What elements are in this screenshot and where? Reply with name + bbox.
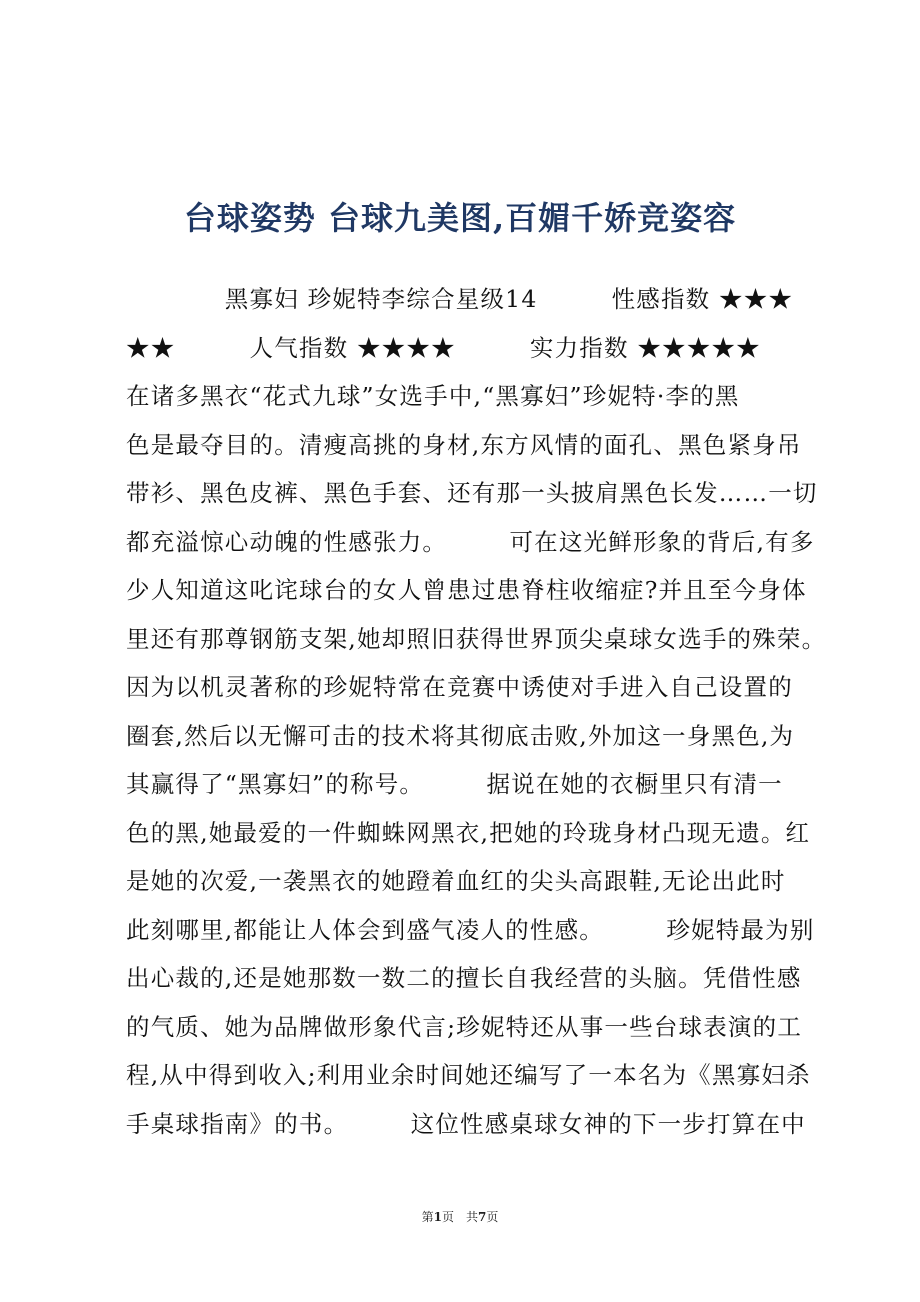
document-title: 台球姿势 台球九美图,百媚千娇竞姿容 <box>183 199 737 237</box>
text-line: 里还有那尊钢筋支架,她却照旧获得世界顶尖桌球女选手的殊荣。 <box>126 624 827 653</box>
text-line: 出心裁的,还是她那数一数二的擅长自我经营的头脑。凭借性感 <box>126 964 802 992</box>
text-line: 是她的次爱,一袭黑衣的她蹬着血红的尖头高跟鞋,无论出此时 <box>126 867 786 895</box>
text-line: 其赢得了“黑寡妇”的称号。 据说在她的衣橱里只有清一 <box>126 770 783 798</box>
text-line: 少人知道这叱诧球台的女人曾患过患脊柱收缩症?并且至今身体 <box>126 576 807 604</box>
text-line: 带衫、黑色皮裤、黑色手套、还有那一头披肩黑色长发……一切 <box>126 479 818 507</box>
text-line: 此刻哪里,都能让人体会到盛气凌人的性感。 珍妮特最为别 <box>126 915 815 944</box>
text-line: 因为以机灵著称的珍妮特常在竞赛中诱使对手进入自己设置的 <box>126 673 793 701</box>
text-line: 的气质、她为品牌做形象代言;珍妮特还从事一些台球表演的工 <box>126 1012 803 1041</box>
text-line: 色是最夺目的。清瘦高挑的身材,东方风情的面孔、黑色紧身吊 <box>126 430 802 459</box>
page-footer <box>0 1208 920 1225</box>
text-line: 在诸多黑衣“花式九球”女选手中,“黑寡妇”珍妮特·李的黑 <box>126 382 740 410</box>
page-current: 1 <box>433 1210 442 1224</box>
article-body <box>126 275 827 1148</box>
text-line: 都充溢惊心动魄的性感张力。 可在这光鲜形象的背后,有多 <box>126 527 815 556</box>
page-total: 7 <box>478 1210 487 1224</box>
text-line: 手桌球指南》的书。 这位性感桌球女神的下一步打算在中 <box>126 1109 806 1138</box>
page-suffix: 页 <box>486 1210 499 1224</box>
text-line: 黑寡妇 珍妮特李综合星级14 性感指数 ★★★ <box>126 285 794 313</box>
page-mid: 页 共 <box>441 1210 478 1224</box>
text-line: 程,从中得到收入;利用业余时间她还编写了一本名为《黑寡妇杀 <box>126 1061 811 1089</box>
page-prefix: 第 <box>421 1210 434 1224</box>
text-line: 圈套,然后以无懈可击的技术将其彻底击败,外加这一身黑色,为 <box>126 721 795 750</box>
text-line: 色的黑,她最爱的一件蜘蛛网黑衣,把她的玲珑身材凸现无遗。红 <box>126 818 811 847</box>
text-line: ★★ 人气指数 ★★★★ 实力指数 ★★★★★ <box>126 333 761 362</box>
